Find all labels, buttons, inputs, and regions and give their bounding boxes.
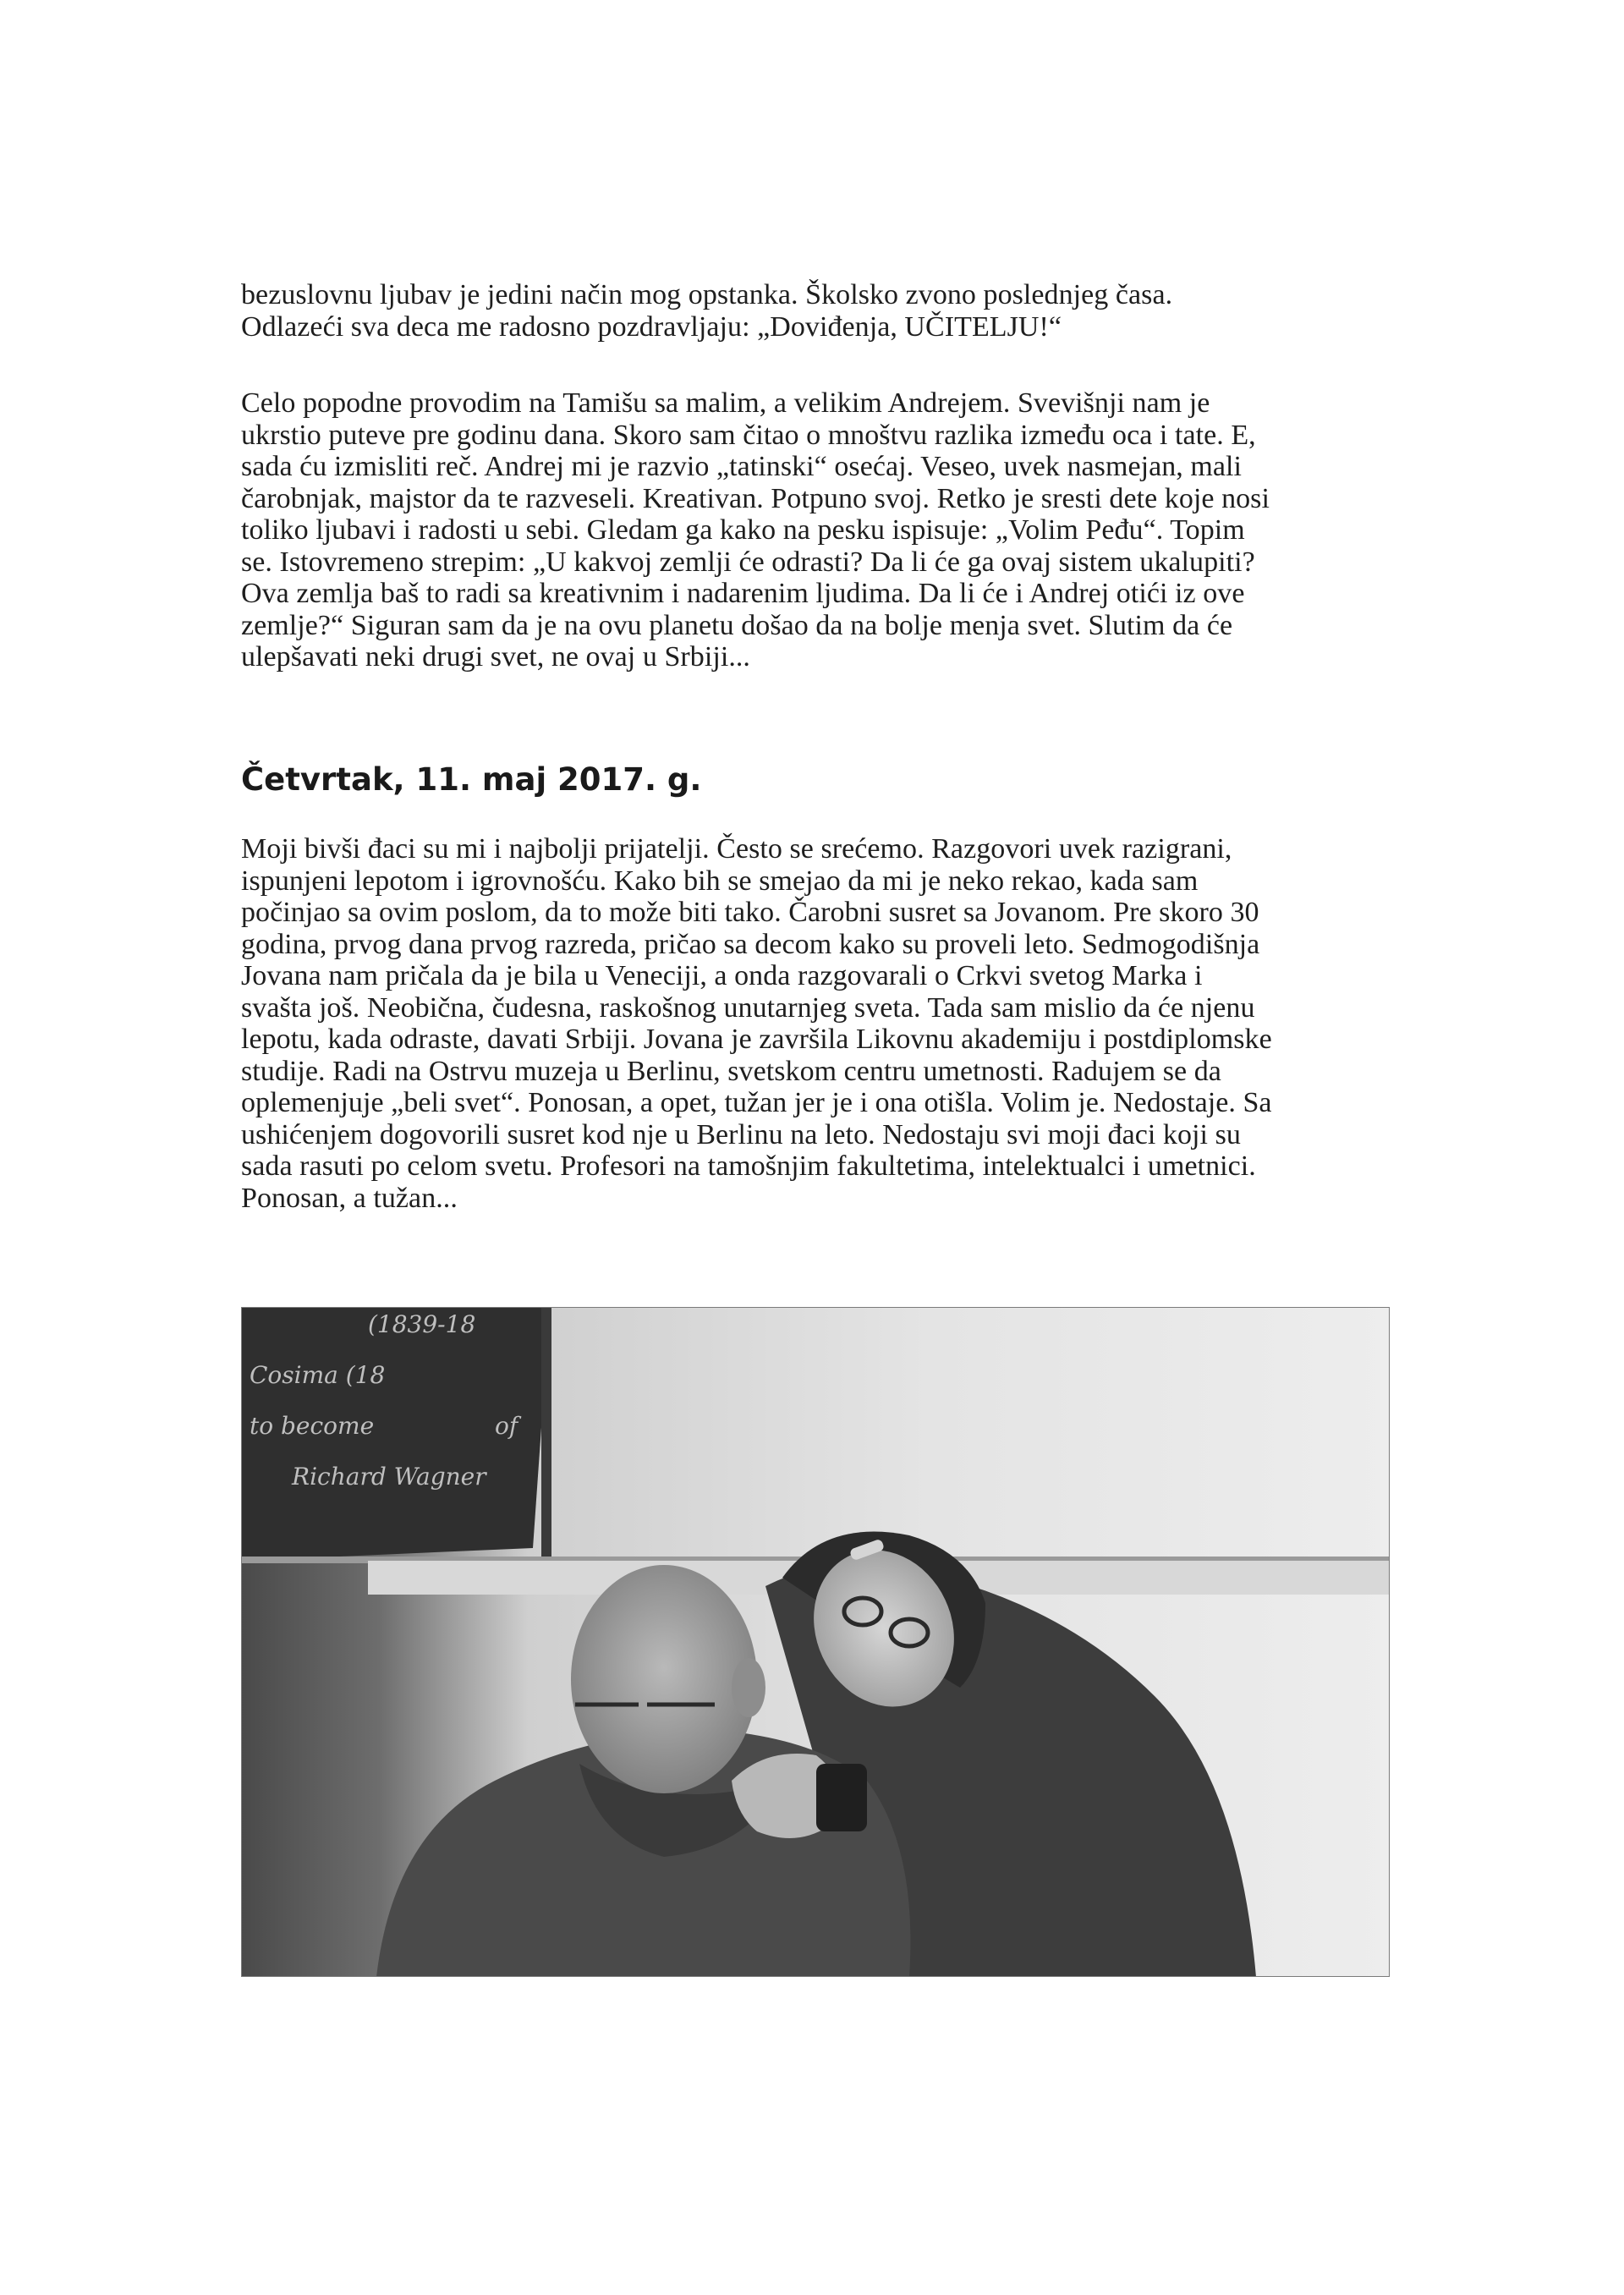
paragraph-andrej (241, 387, 1442, 673)
text-line: ushićenjem dogovorili susret kod nje u Berlinu na leto. Nedostaju svi moji đaci koji su (241, 1118, 1241, 1150)
text-line: ulepšavati neki drugi svet, ne ovaj u Srbiji... (241, 641, 750, 673)
board-frame (541, 1307, 551, 1586)
screen-text-line: Richard Wagner (292, 1463, 486, 1491)
screen-text-line: of (495, 1412, 518, 1440)
text-line: lepotu, kada odraste, davati Srbiji. Jovana je završila Likovnu akademiju i postdiplomske (241, 1024, 1272, 1055)
text-line: ispunjeni lepotom i igrovnošću. Kako bih se smejao da mi je neko rekao, kada sam (241, 865, 1199, 897)
paragraph-intro (241, 279, 1442, 343)
text-line: se. Istovremeno strepim: „U kakvoj zemlji će odrasti? Da li će ga ovaj sistem ukalupiti? (241, 546, 1255, 578)
paragraph-jovana (241, 833, 1442, 1214)
text-line: čarobnjak, majstor da te razveseli. Kreativan. Potpuno svoj. Retko je sresti dete koje nosi (241, 482, 1270, 514)
text-line: sada rasuti po celom svetu. Profesori na tamošnjim fakultetima, intelektualci i umetnici. (241, 1150, 1256, 1182)
text-line: Ova zemlja baš to radi sa kreativnim i nadarenim ljudima. Da li će i Andrej otići iz ove (241, 578, 1245, 609)
text-line: ukrstio puteve pre godinu dana. Skoro sam čitao o mnoštvu razlika između oca i tate. E, (241, 419, 1256, 451)
screen-text-line: to become (250, 1412, 375, 1440)
screen-text-line: Cosima (18 (250, 1361, 386, 1389)
text-line: svašta još. Neobična, čudesna, raskošnog unutarnjeg sveta. Tada sam mislio da će njenu (241, 991, 1255, 1024)
text-line: sada ću izmisliti reč. Andrej mi je razvio „tatinski“ osećaj. Veseo, uvek nasmejan, mali (241, 451, 1243, 482)
text-line: Moji bivši đaci su mi i najbolji prijatelji. Često se srećemo. Razgovori uvek razigrani, (241, 833, 1232, 865)
text-line: Jovana nam pričala da je bila u Veneciji, a onda razgovarali o Crkvi svetog Marka i (241, 960, 1203, 991)
text-line: Odlazeći sva deca me radosno pozdravljaju: „Doviđenja, UČITELJU!“ (241, 310, 1062, 343)
wristwatch (816, 1764, 867, 1831)
text-line: bezuslovnu ljubav je jedini način mog opstanka. Školsko zvono poslednjeg časa. (241, 279, 1173, 310)
text-line: zemlje?“ Siguran sam da je na ovu planetu došao da na bolje menja svet. Slutim da će (241, 609, 1233, 641)
man-head (571, 1565, 757, 1793)
man-ear (732, 1658, 765, 1717)
text-line: Celo popodne provodim na Tamišu sa malim, a velikim Andrejem. Svevišnji nam je (241, 387, 1210, 419)
text-line: toliko ljubavi i radosti u sebi. Gledam ga kako na pesku ispisuje: „Volim Peđu“. Topim (241, 514, 1245, 546)
classroom-photo (241, 1307, 1390, 1977)
text-line: oplemenjuje „beli svet“. Ponosan, a opet, tužan jer je i ona otišla. Volim je. Nedostaje. Sa (241, 1087, 1272, 1118)
screen-text-line (368, 1310, 475, 1338)
text-line: studije. Radi na Ostrvu muzeja u Berlinu, svetskom centru umetnosti. Radujem se da (241, 1055, 1221, 1087)
text-line: godina, prvog dana prvog razreda, pričao sa decom kako su proveli leto. Sedmogodišnja (241, 928, 1260, 960)
text-line: počinjao sa ovim poslom, da to može biti tako. Čarobni susret sa Jovanom. Pre skoro 30 (241, 897, 1259, 928)
date-heading: Četvrtak, 11. maj 2017. g. (241, 761, 702, 798)
screen-text-line: (1839-18 (368, 1310, 476, 1338)
text-line: Ponosan, a tužan... (241, 1182, 458, 1214)
photo-illustration (241, 1307, 1390, 1977)
